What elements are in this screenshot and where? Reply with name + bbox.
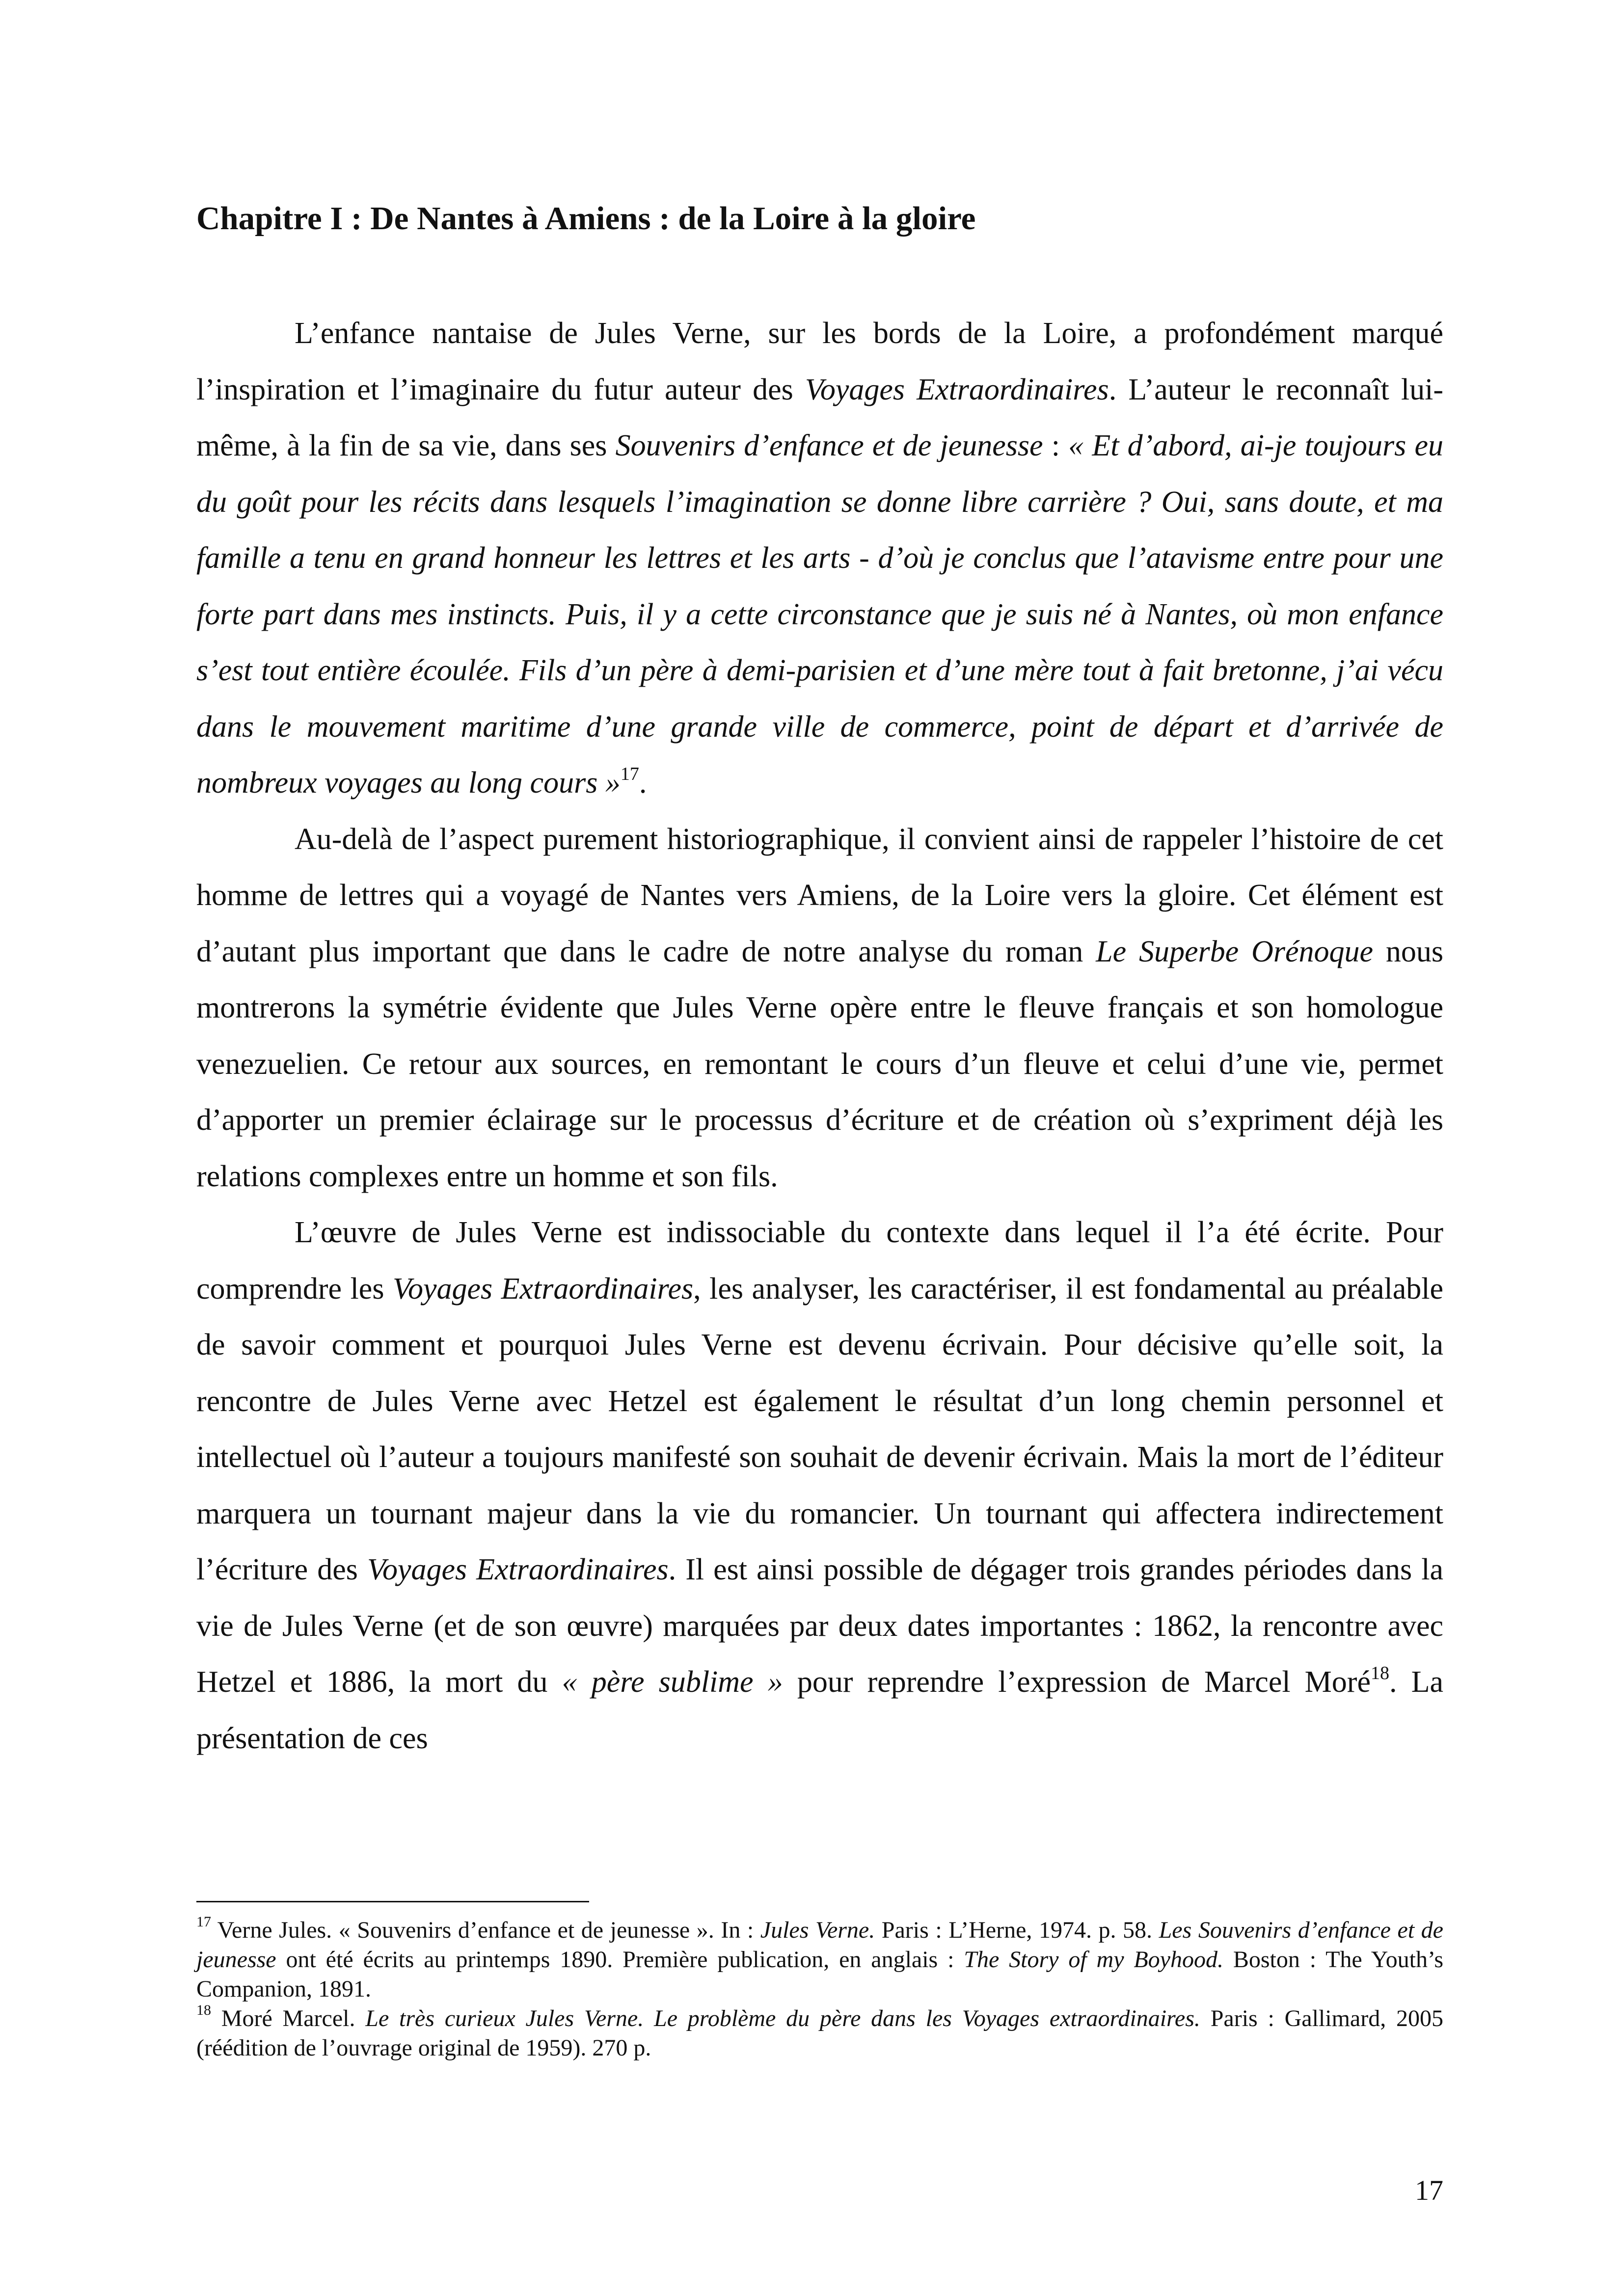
italic-text: Le Superbe Orénoque (1096, 934, 1373, 968)
footnote-ref: 17 (196, 1914, 211, 1930)
footnotes (196, 1916, 1443, 2063)
text-run: Au-delà de l’aspect purement historiographique, il convient ainsi de rappeler l’histoire de cet homme de lettres qui a voyagé de Nantes vers Amiens, de la Loire vers la gloire. Cet élément est d’autant plus important que dans le cadre de notre analyse du roman (196, 822, 1443, 968)
italic-text: Voyages Extraordinaires (392, 1272, 694, 1306)
footnote (196, 2004, 1443, 2063)
text-run: . Il est ainsi possible de dégager trois grandes périodes dans la vie de Jules Verne (et de son œuvre) marquées par deux dates importantes : 1862, la rencontre avec Hetzel et 1886, la mort du (196, 1553, 1443, 1699)
italic-text: « Et d’abord, ai-je toujours eu du goût pour les récits dans lesquels l’imagination se donne libre carrière ? Oui, sans doute, et ma famille a tenu en grand honneur les lettres et les arts - d’où je conclus que l’atavisme entre pour une forte part dans mes instincts. Puis, il y a cette circonstance que je suis né à Nantes, où mon enfance s’est tout entière écoulée. Fils d’un père à demi-parisien et d’une mère tout à fait bretonne, j’ai vécu dans le mouvement maritime d’une grande ville de commerce, point de départ et d’arrivée de nombreux voyages au long cours » (196, 429, 1443, 800)
italic-text: The Story of my Boyhood. (964, 1947, 1223, 1973)
footnote-ref: 17 (620, 764, 639, 785)
text-run: : (1043, 429, 1069, 462)
chapter-heading: Chapitre I : De Nantes à Amiens : de la Loire à la gloire (196, 200, 976, 237)
italic-text: Voyages Extraordinaires (367, 1553, 669, 1586)
paragraph (196, 811, 1443, 1205)
text-run: . La présentation de ces (196, 1665, 1443, 1755)
paragraph (196, 305, 1443, 811)
body-text (196, 305, 1443, 1766)
text-run: , les analyser, les caractériser, il est fondamental au préalable de savoir comment et pourquoi Jules Verne est devenu écrivain. Pour décisive qu’elle soit, la rencontre de Jules Verne avec Hetzel est également le résultat d’un long chemin personnel et intellectuel où l’auteur a toujours manifesté son souhait de devenir écrivain. Mais la mort de l’éditeur marquera un tournant majeur dans la vie du romancier. Un tournant qui affectera indirectement l’écriture des (196, 1272, 1443, 1586)
italic-text: Voyages Extraordinaires (805, 373, 1109, 406)
italic-text: Souvenirs d’enfance et de jeunesse (615, 429, 1043, 462)
italic-text: Le très curieux Jules Verne. Le problème du père dans les Voyages extraordinaires. (365, 2005, 1200, 2031)
text-run: L’œuvre de Jules Verne est indissociable du contexte dans lequel il l’a été écrite. Pour comprendre les (196, 1216, 1443, 1306)
text-run: . (639, 766, 647, 800)
footnote (196, 1916, 1443, 2004)
footnote-ref: 18 (1370, 1663, 1389, 1684)
text-run: L’enfance nantaise de Jules Verne, sur les bords de la Loire, a profondément marqué l’inspiration et l’imaginaire du futur auteur des (196, 317, 1443, 406)
text-run: ont été écrits au printemps 1890. Première publication, en anglais : (276, 1947, 964, 1973)
footnote-separator (196, 1901, 589, 1902)
text-run: Boston : The Youth’s Companion, 1891. (196, 1947, 1443, 2002)
italic-text: Les Souvenirs d’enfance et de jeunesse (196, 1917, 1443, 1973)
footnote-ref: 18 (196, 2002, 211, 2018)
text-run: Verne Jules. « Souvenirs d’enfance et de jeunesse ». In : (211, 1917, 760, 1943)
italic-text: Jules Verne. (760, 1917, 875, 1943)
page-number: 17 (1415, 2174, 1443, 2206)
text-run: pour reprendre l’expression de Marcel Moré (783, 1665, 1371, 1699)
text-run: . L’auteur le reconnaît lui-même, à la fin de sa vie, dans ses (196, 373, 1443, 462)
italic-text: « père sublime » (562, 1665, 783, 1699)
text-run: Paris : Gallimard, 2005 (réédition de l’ouvrage original de 1959). 270 p. (196, 2005, 1444, 2061)
text-run: Moré Marcel. (211, 2005, 366, 2031)
paragraph (196, 1204, 1443, 1766)
text-run: Paris : L’Herne, 1974. p. 58. (875, 1917, 1159, 1943)
text-run: nous montrerons la symétrie évidente que Jules Verne opère entre le fleuve français et son homologue venezuelien. Ce retour aux sources, en remontant le cours d’un fleuve et celui d’une vie, permet d’apporter un premier éclairage sur le processus d’écriture et de création où s’expriment déjà les relations complexes entre un homme et son fils. (196, 934, 1443, 1193)
